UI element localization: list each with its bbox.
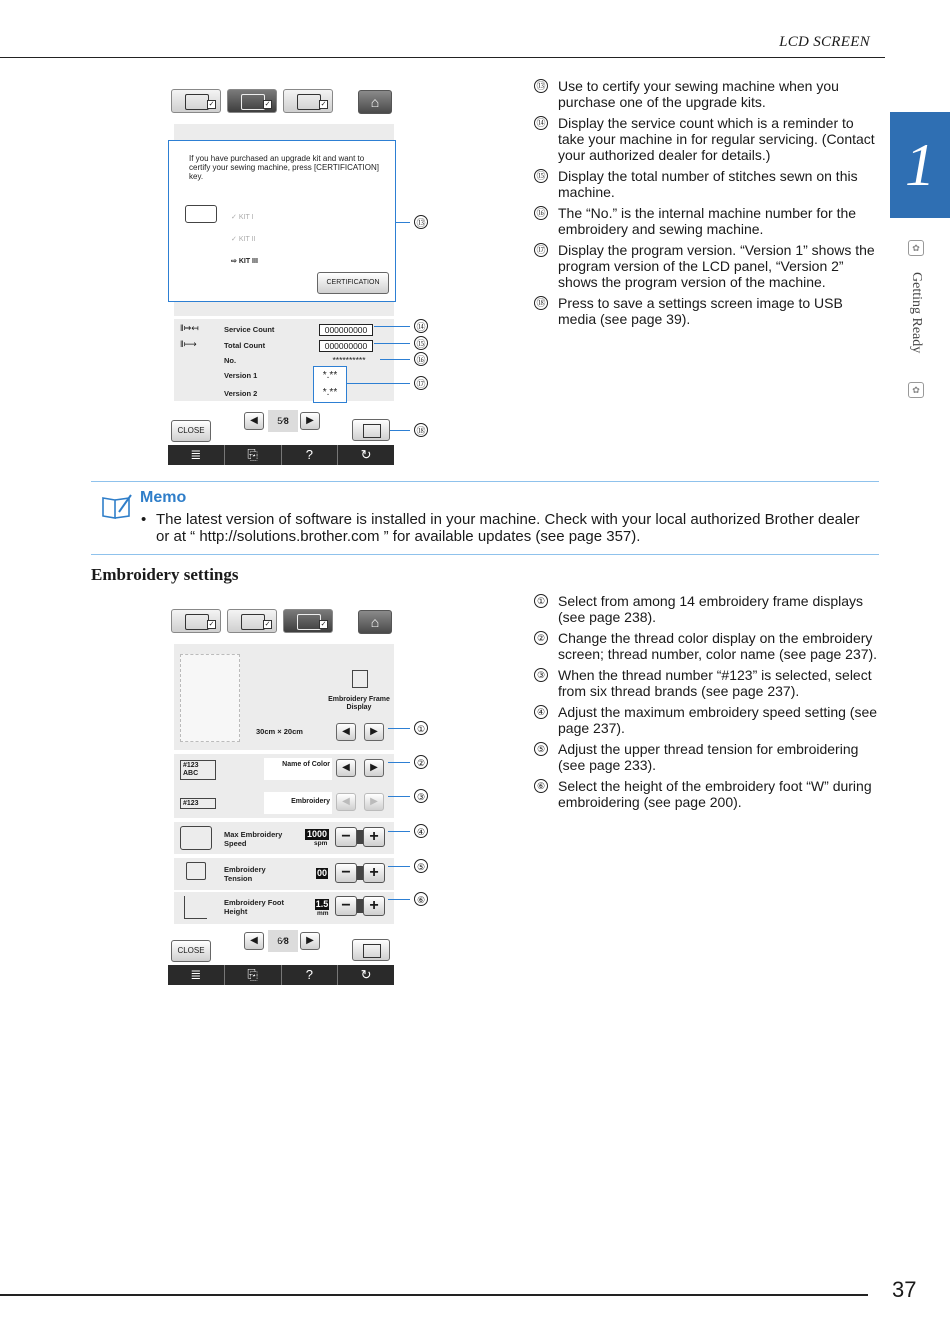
header-rule bbox=[0, 57, 885, 58]
name-of-color-label: Name of Color bbox=[282, 761, 330, 768]
list-item: ① Select from among 14 embroidery frame displays (see page 238). bbox=[534, 593, 879, 625]
pager bbox=[244, 410, 322, 432]
machine-no-label: No. bbox=[224, 356, 237, 365]
prev-page-button[interactable]: ◀ bbox=[244, 932, 264, 950]
reset-icon[interactable]: ↻ bbox=[360, 447, 372, 462]
memo-body bbox=[141, 511, 871, 545]
ornament-icon: ✿ bbox=[908, 240, 924, 256]
settings-icon[interactable]: ⎘ bbox=[225, 965, 282, 985]
description-list-2 bbox=[534, 593, 879, 815]
callout-3: ③ bbox=[414, 789, 428, 803]
callout-5: ⑤ bbox=[414, 859, 428, 873]
memo-bullet: • bbox=[141, 511, 147, 528]
list-item: ⑯ The “No.” is the internal machine number for the embroidery and sewing machine. bbox=[534, 205, 879, 237]
tension-icon bbox=[186, 862, 206, 880]
needle-counter-icon: ǁ↦↤ bbox=[180, 323, 199, 333]
frame-icon bbox=[352, 670, 368, 688]
bottom-bar bbox=[168, 965, 394, 985]
frame-display-label: Embroidery Frame Display bbox=[328, 696, 390, 711]
tension-plus-button[interactable]: + bbox=[363, 863, 385, 883]
help-icon[interactable]: ? bbox=[282, 445, 339, 465]
callout-2: ② bbox=[414, 755, 428, 769]
callout-13: ⑬ bbox=[414, 215, 428, 229]
version2-label: Version 2 bbox=[224, 389, 258, 398]
callout-line bbox=[374, 326, 410, 327]
home-button[interactable] bbox=[358, 90, 392, 114]
callout-18: ⑱ bbox=[414, 423, 428, 437]
callout-line bbox=[380, 359, 410, 360]
callout-line bbox=[388, 899, 410, 900]
callout-line bbox=[390, 430, 410, 431]
callout-14: ⑭ bbox=[414, 319, 428, 333]
total-count-value: 000000000 bbox=[319, 340, 373, 352]
version-highlight bbox=[313, 366, 347, 403]
list-item: ⑱ Press to save a settings screen image to USB media (see page 39). bbox=[534, 295, 879, 327]
certification-button[interactable]: CERTIFICATION bbox=[317, 272, 389, 294]
brand-prev-button[interactable]: ◀ bbox=[336, 793, 356, 811]
callout-line bbox=[388, 831, 410, 832]
callout-line bbox=[388, 728, 410, 729]
foot-height-label: Embroidery Foot Height bbox=[224, 898, 285, 916]
tab-embroidery[interactable]: ✓ bbox=[283, 89, 333, 113]
lcd-screen-settings-5 bbox=[168, 86, 396, 466]
running-header: LCD SCREEN bbox=[779, 34, 870, 50]
callout-line bbox=[396, 222, 410, 223]
max-speed-unit: spm bbox=[314, 840, 328, 847]
needle-total-icon: ǁ⟼ bbox=[180, 339, 197, 349]
pager bbox=[244, 930, 322, 952]
brand-next-button[interactable]: ▶ bbox=[364, 793, 384, 811]
check-icon: ✓ bbox=[231, 214, 237, 221]
version2-value: *.** bbox=[322, 387, 338, 398]
foot-height-plus-button[interactable]: + bbox=[363, 896, 385, 916]
thread-brand-label: Embroidery bbox=[291, 798, 330, 805]
foot-height-unit: mm bbox=[317, 910, 329, 917]
page-indicator: 5⁄8 bbox=[268, 410, 298, 432]
frame-next-button[interactable]: ▶ bbox=[364, 723, 384, 741]
list-item: ⑥ Select the height of the embroidery foot “W” during embroidering (see page 200). bbox=[534, 778, 879, 810]
callout-line bbox=[374, 343, 410, 344]
manual-icon[interactable]: ≣ bbox=[168, 445, 225, 465]
max-speed-value: 1000 bbox=[306, 829, 328, 839]
callout-line bbox=[388, 866, 410, 867]
frame-preview bbox=[180, 654, 240, 742]
callout-6: ⑥ bbox=[414, 892, 428, 906]
memo-icon bbox=[101, 492, 133, 520]
list-item: ⑬ Use to certify your sewing machine when you purchase one of the upgrade kits. bbox=[534, 78, 879, 110]
tab-general[interactable]: ✓ bbox=[227, 89, 277, 113]
list-item: ⑤ Adjust the upper thread tension for embroidering (see page 233). bbox=[534, 741, 879, 773]
callout-15: ⑮ bbox=[414, 336, 428, 350]
save-screen-image-button[interactable] bbox=[352, 939, 390, 961]
page-indicator: 6⁄8 bbox=[268, 930, 298, 952]
speed-icon bbox=[180, 826, 212, 850]
kit-1-label: KIT I bbox=[238, 214, 254, 221]
tension-minus-button[interactable]: − bbox=[335, 863, 357, 883]
tab-utility[interactable]: ✓ bbox=[171, 89, 221, 113]
frame-prev-button[interactable]: ◀ bbox=[336, 723, 356, 741]
tab-general[interactable]: ✓ bbox=[227, 609, 277, 633]
settings-icon[interactable]: ⎘ bbox=[225, 445, 282, 465]
tension-value: 00 bbox=[316, 868, 327, 878]
speed-plus-button[interactable]: + bbox=[363, 827, 385, 847]
callout-17: ⑰ bbox=[414, 376, 428, 390]
description-list-1 bbox=[534, 78, 879, 332]
memo-box bbox=[91, 481, 879, 555]
callout-16: ⑯ bbox=[414, 352, 428, 366]
service-count-label: Service Count bbox=[224, 325, 275, 334]
foot-height-minus-button[interactable]: − bbox=[335, 896, 357, 916]
page-number: 37 bbox=[892, 1277, 917, 1302]
section-title: Embroidery settings bbox=[91, 565, 239, 584]
list-item: ⑭ Display the service count which is a reminder to take your machine in for regular servicing. (Contact your authorized dealer for details.) bbox=[534, 115, 879, 163]
next-page-button[interactable]: ▶ bbox=[300, 932, 320, 950]
list-item: ③ When the thread number “#123” is selected, select from six thread brands (see page 237). bbox=[534, 667, 879, 699]
upgrade-highlight bbox=[168, 140, 396, 302]
ornament-icon: ✿ bbox=[908, 382, 924, 398]
service-count-value: 000000000 bbox=[319, 324, 373, 336]
foot-height-value: 1.5 bbox=[315, 899, 329, 909]
footer-rule bbox=[0, 1294, 868, 1296]
callout-line bbox=[346, 383, 410, 384]
next-page-button[interactable]: ▶ bbox=[300, 412, 320, 430]
color-prev-button[interactable]: ◀ bbox=[336, 759, 356, 777]
memo-title: Memo bbox=[140, 489, 187, 506]
tab-embroidery[interactable]: ✓ bbox=[283, 609, 333, 633]
help-icon[interactable]: ? bbox=[282, 965, 339, 985]
save-screen-image-button[interactable] bbox=[352, 419, 390, 441]
arrow-box-icon: ⇨ bbox=[231, 258, 237, 265]
speed-minus-button[interactable]: − bbox=[335, 827, 357, 847]
bottom-bar bbox=[168, 445, 394, 465]
version1-value: *.** bbox=[322, 370, 338, 381]
total-count-label: Total Count bbox=[224, 341, 266, 350]
lcd-screen-settings-6 bbox=[168, 606, 396, 986]
side-label-text: Getting Ready bbox=[909, 272, 924, 354]
frame-size: 30cm × 20cm bbox=[256, 727, 303, 736]
tension-label: Embroidery Tension bbox=[224, 865, 266, 883]
printer-icon bbox=[363, 424, 381, 438]
upgrade-message: If you have purchased an upgrade kit and want to certify your sewing machine, press [CERTIFICATION] key. bbox=[189, 154, 379, 181]
chapter-tab: 1 bbox=[890, 112, 950, 218]
side-label bbox=[900, 240, 930, 410]
color-next-button[interactable]: ▶ bbox=[364, 759, 384, 777]
check-icon: ✓ bbox=[231, 236, 237, 243]
version1-label: Version 1 bbox=[224, 371, 258, 380]
memo-text: The latest version of software is installed in your machine. Check with your local authorized Brother dealer or at “ http://solutions.brother.com ” for available updates (see page 357). bbox=[156, 511, 860, 545]
kit-2-label: KIT II bbox=[238, 236, 256, 243]
foot-icon bbox=[184, 896, 207, 919]
thread-number-icon: #123 ABC bbox=[180, 760, 216, 780]
list-item: ② Change the thread color display on the embroidery screen; thread number, color name (see page 237). bbox=[534, 630, 879, 662]
prev-page-button[interactable]: ◀ bbox=[244, 412, 264, 430]
max-speed-label: Max Embroidery Speed bbox=[224, 830, 283, 848]
close-button[interactable]: CLOSE bbox=[171, 940, 211, 962]
list-item: ④ Adjust the maximum embroidery speed setting (see page 237). bbox=[534, 704, 879, 736]
callout-4: ④ bbox=[414, 824, 428, 838]
machine-no-value: ********** bbox=[332, 355, 366, 365]
list-item: ⑮ Display the total number of stitches sewn on this machine. bbox=[534, 168, 879, 200]
list-item: ⑰ Display the program version. “Version 1” shows the program version of the LCD panel, “Version 2” shows the program version of the machine. bbox=[534, 242, 879, 290]
callout-line bbox=[388, 796, 410, 797]
callout-line bbox=[388, 762, 410, 763]
thread-brand-icon: #123 bbox=[180, 798, 216, 809]
home-button[interactable] bbox=[358, 610, 392, 634]
manual-icon[interactable]: ≣ bbox=[168, 965, 225, 985]
close-button[interactable]: CLOSE bbox=[171, 420, 211, 442]
home-icon: ⌂ bbox=[370, 614, 380, 630]
reset-icon[interactable]: ↻ bbox=[360, 967, 372, 982]
printer-icon bbox=[363, 944, 381, 958]
tab-utility[interactable]: ✓ bbox=[171, 609, 221, 633]
callout-1: ① bbox=[414, 721, 428, 735]
kit-3-label: KIT III bbox=[238, 258, 258, 265]
machine-icon bbox=[185, 205, 217, 223]
home-icon: ⌂ bbox=[370, 94, 380, 110]
